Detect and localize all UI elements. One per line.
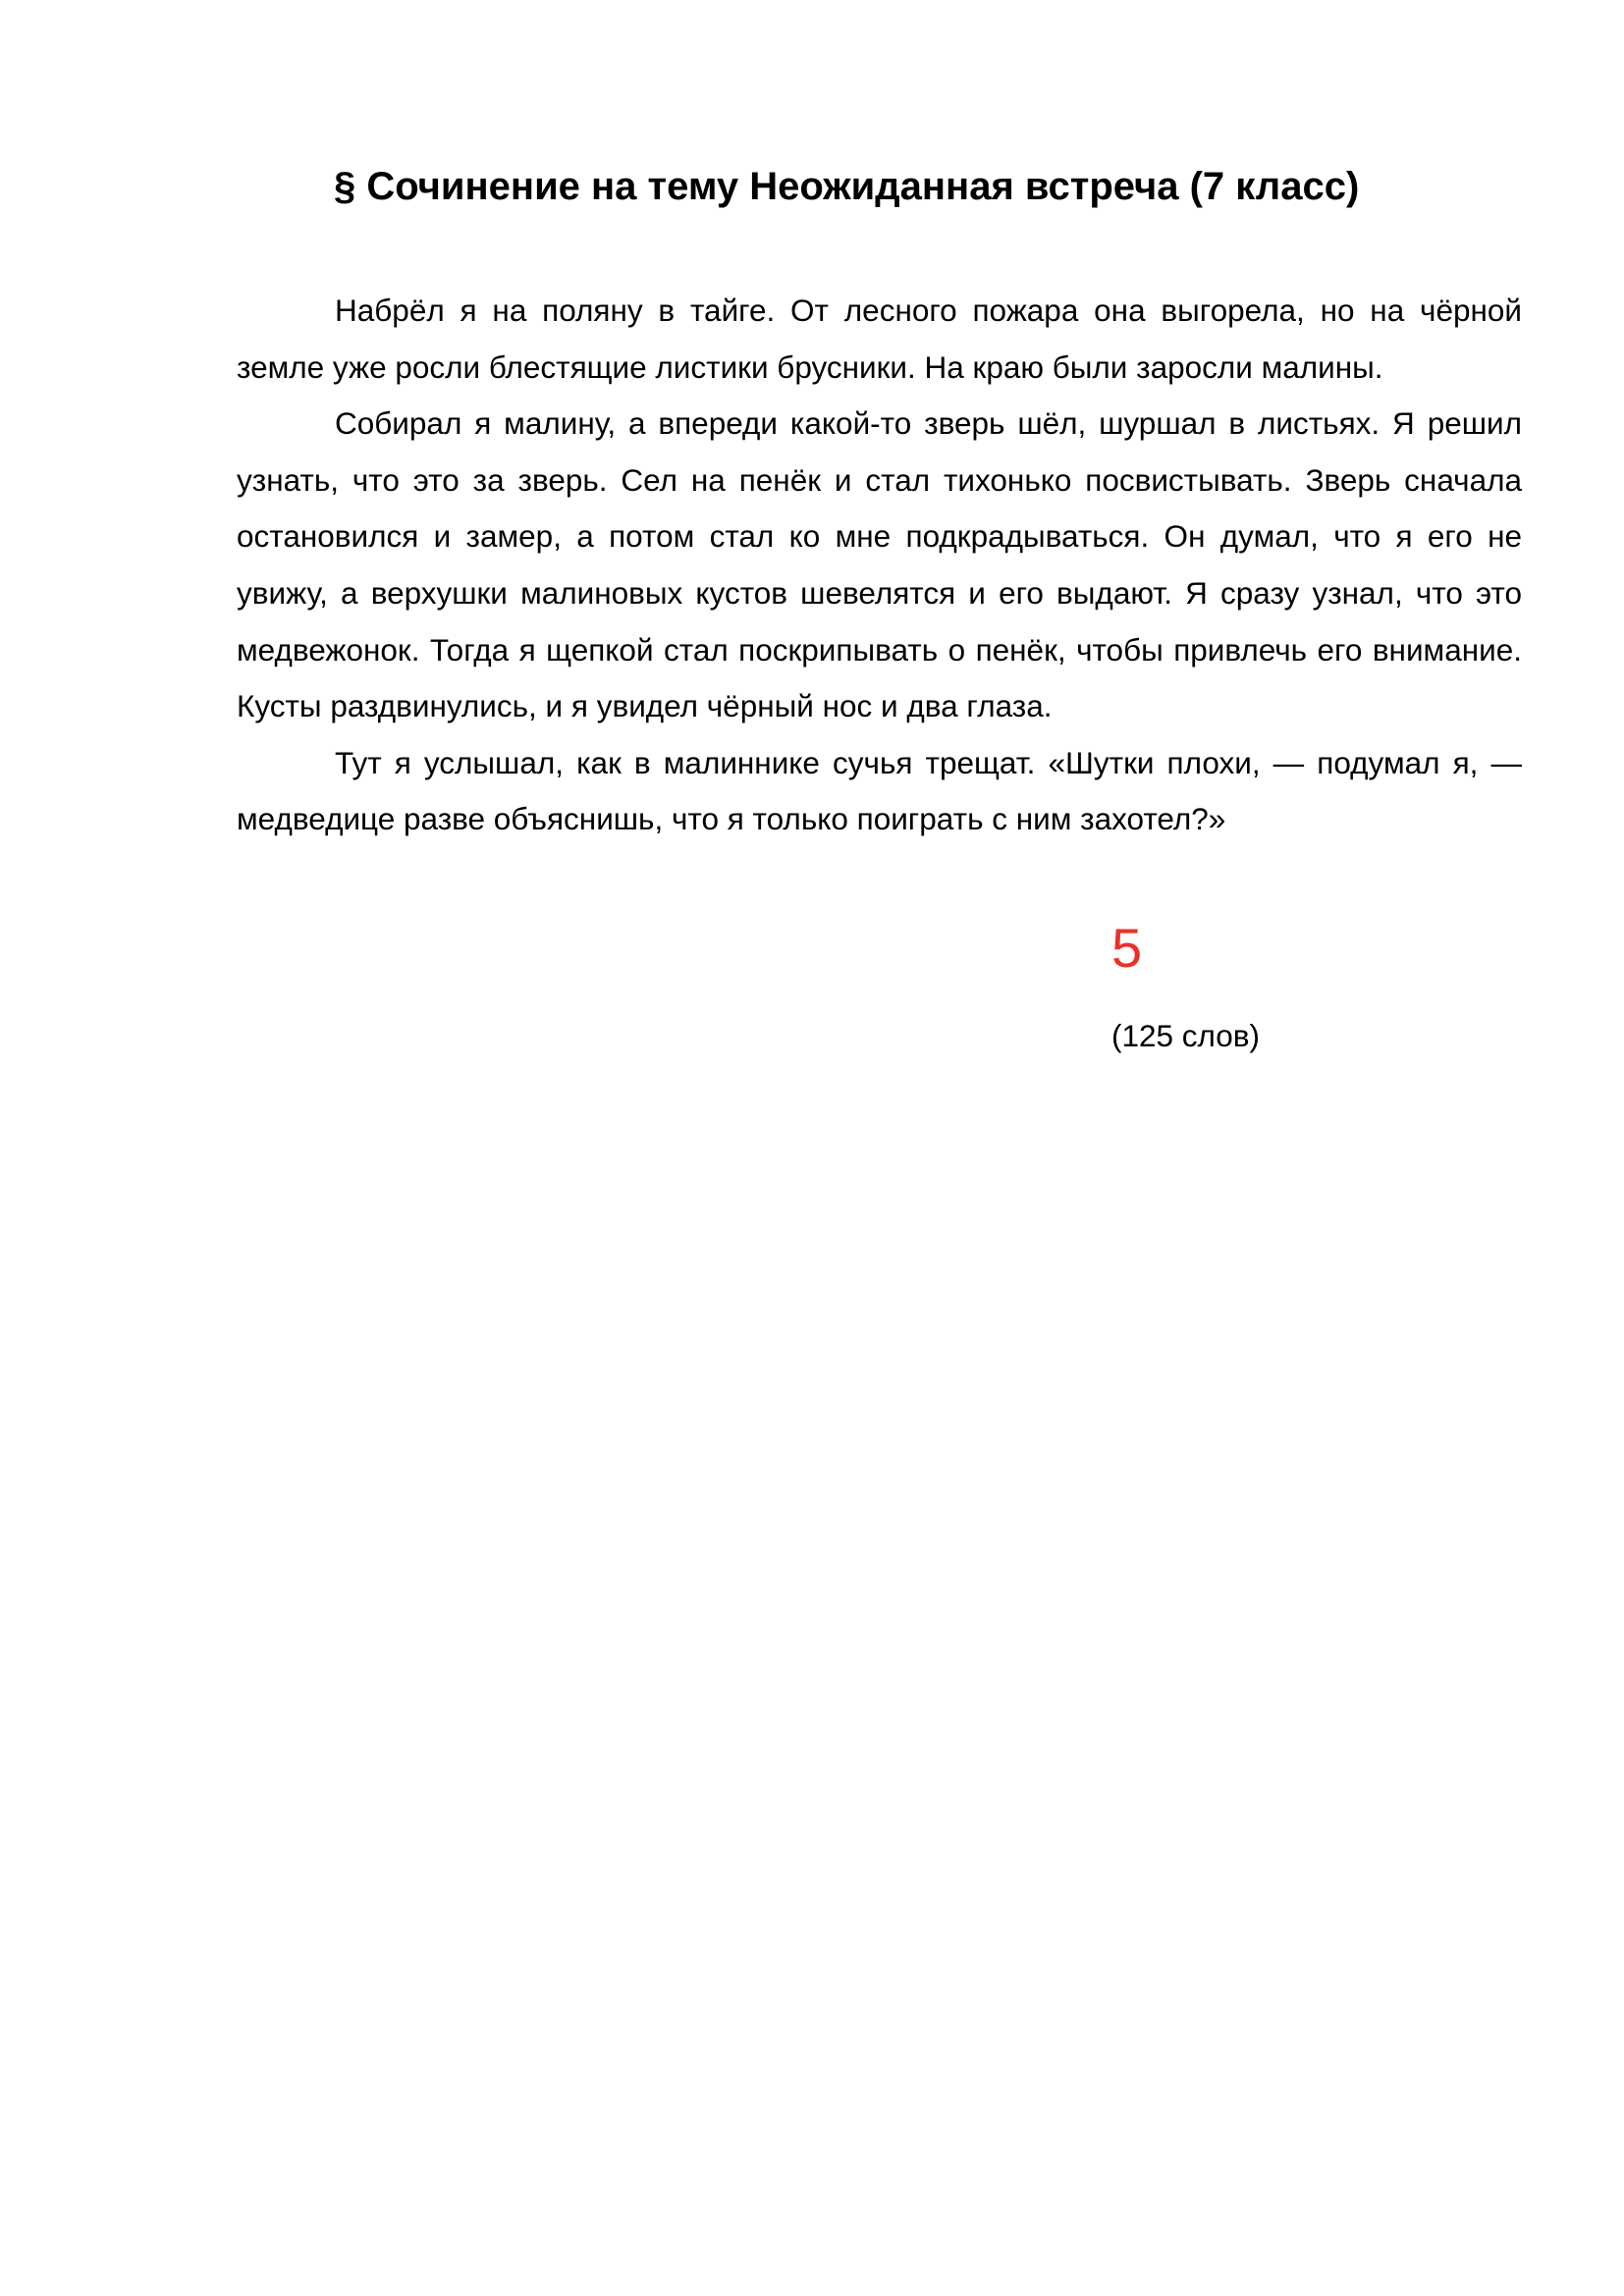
- essay-paragraph-2: Собирал я малину, а впереди какой-то зверь шёл, шуршал в листьях. Я решил узнать, что это за зверь. Сел на пенёк и стал тихонько посвистывать. Зверь сначала остановился и замер, а потом стал ко мне подкрадываться. Он думал, что я его не увижу, а верхушки малиновых кустов шевелятся и его выдают. Я сразу узнал, что это медвежонок. Тогда я щепкой стал поскрипывать о пенёк, чтобы привлечь его внимание. Кусты раздвинулись, и я увидел чёрный нос и два глаза.: [237, 405, 1522, 724]
- word-count: (125 слов): [1111, 1018, 1261, 1053]
- grade-mark: 5: [1111, 917, 1143, 979]
- essay-paragraph-1: Набрёл я на поляну в тайге. От лесного пожара она выгорела, но на чёрной земле уже росли блестящие листики брусники. На краю были заросли малины.: [237, 293, 1522, 385]
- essay-paragraph-3: Тут я услышал, как в малиннике сучья трещат. «Шутки плохи, — подумал я, — медведице разве объяснишь, что я только поиграть с ним захотел?»: [237, 744, 1522, 837]
- document-title: § Сочинение на тему Неожиданная встреча (7 класс): [334, 165, 1360, 208]
- essay-body: [237, 283, 1522, 848]
